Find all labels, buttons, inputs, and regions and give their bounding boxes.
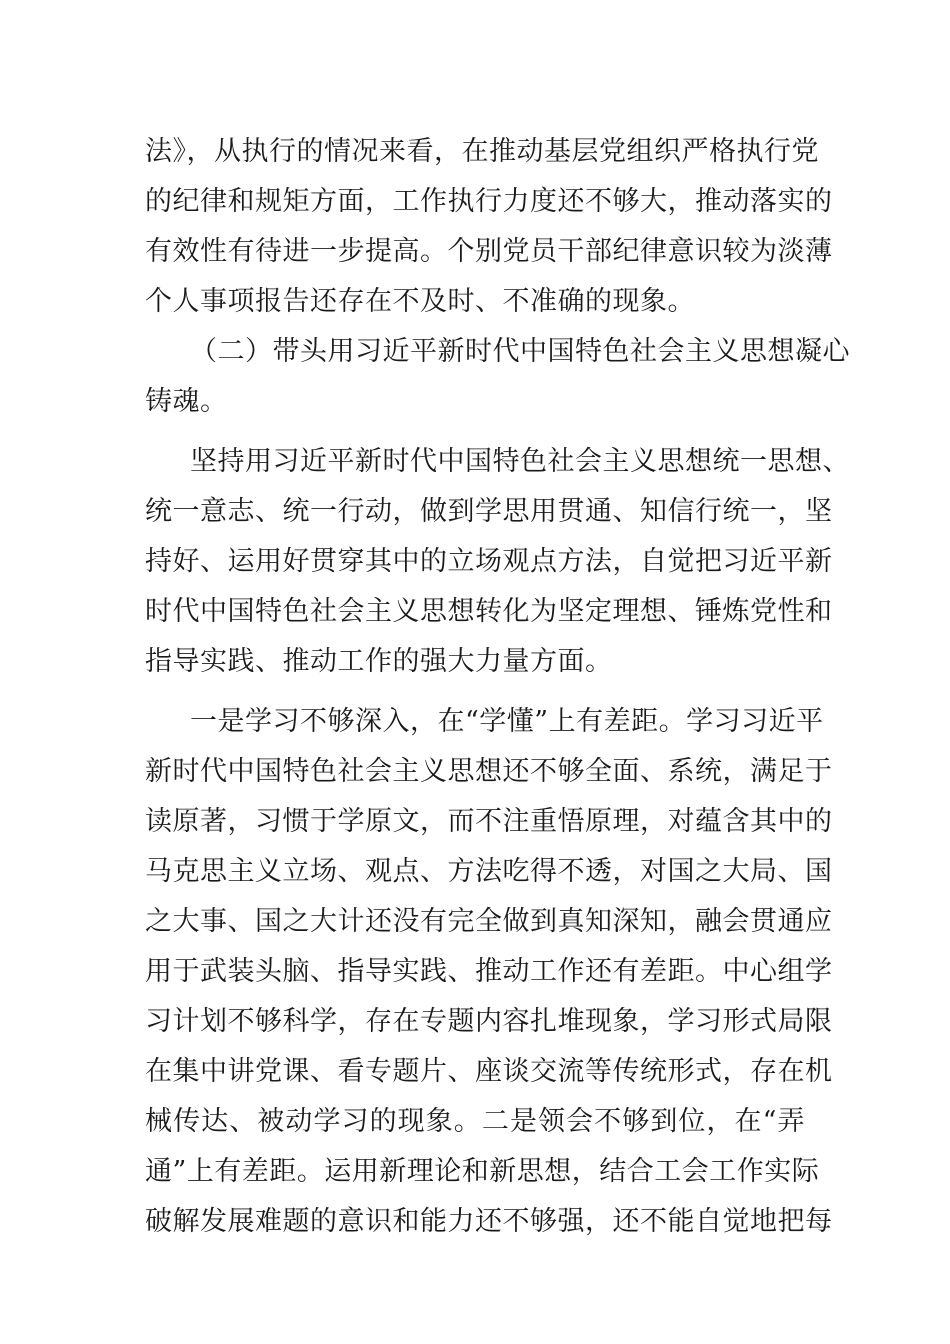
text-line: 习计划不够科学，存在专题内容扎堆现象，学习形式局限 — [145, 1006, 833, 1037]
text-line: 破解发展难题的意识和能力还不够强，还不能自觉地把每 — [145, 1206, 833, 1237]
text-line: 之大事、国之大计还没有完全做到真知深知，融会贯通应 — [145, 906, 833, 937]
text-line: 在集中讲党课、看专题片、座谈交流等传统形式，存在机 — [145, 1056, 833, 1087]
text-line: 有效性有待进一步提高。个别党员干部纪律意识较为淡薄 — [145, 236, 833, 267]
text-line: 一是学习不够深入，在“学懂”上有差距。学习习近平 — [190, 706, 824, 737]
section-heading-continued: 铸魂。 — [145, 386, 228, 417]
text-line: 持好、运用好贯穿其中的立场观点方法，自觉把习近平新 — [145, 546, 833, 577]
text-line: 的纪律和规矩方面，工作执行力度还不够大，推动落实的 — [145, 186, 833, 217]
text-line: 通”上有差距。运用新理论和新思想，结合工会工作实际 — [145, 1156, 820, 1187]
text-line: 用于武装头脑、指导实践、推动工作还有差距。中心组学 — [145, 956, 833, 987]
text-line: 指导实践、推动工作的强大力量方面。 — [145, 646, 613, 677]
text-line: 新时代中国特色社会主义思想还不够全面、系统，满足于 — [145, 756, 833, 787]
section-heading: （二）带头用习近平新时代中国特色社会主义思想凝心 — [190, 336, 850, 367]
text-line: 个人事项报告还存在不及时、不准确的现象。 — [145, 286, 695, 317]
text-line: 时代中国特色社会主义思想转化为坚定理想、锤炼党性和 — [145, 596, 833, 627]
text-line: 坚持用习近平新时代中国特色社会主义思想统一思想、 — [190, 446, 850, 477]
text-line: 统一意志、统一行动，做到学思用贯通、知信行统一，坚 — [145, 496, 833, 527]
text-line: 马克思主义立场、观点、方法吃得不透，对国之大局、国 — [145, 856, 833, 887]
text-line: 读原著，习惯于学原文，而不注重悟原理，对蕴含其中的 — [145, 806, 833, 837]
text-line: 法》，从执行的情况来看，在推动基层党组织严格执行党 — [145, 136, 819, 167]
text-line: 械传达、被动学习的现象。二是领会不够到位，在“弄 — [145, 1106, 805, 1137]
